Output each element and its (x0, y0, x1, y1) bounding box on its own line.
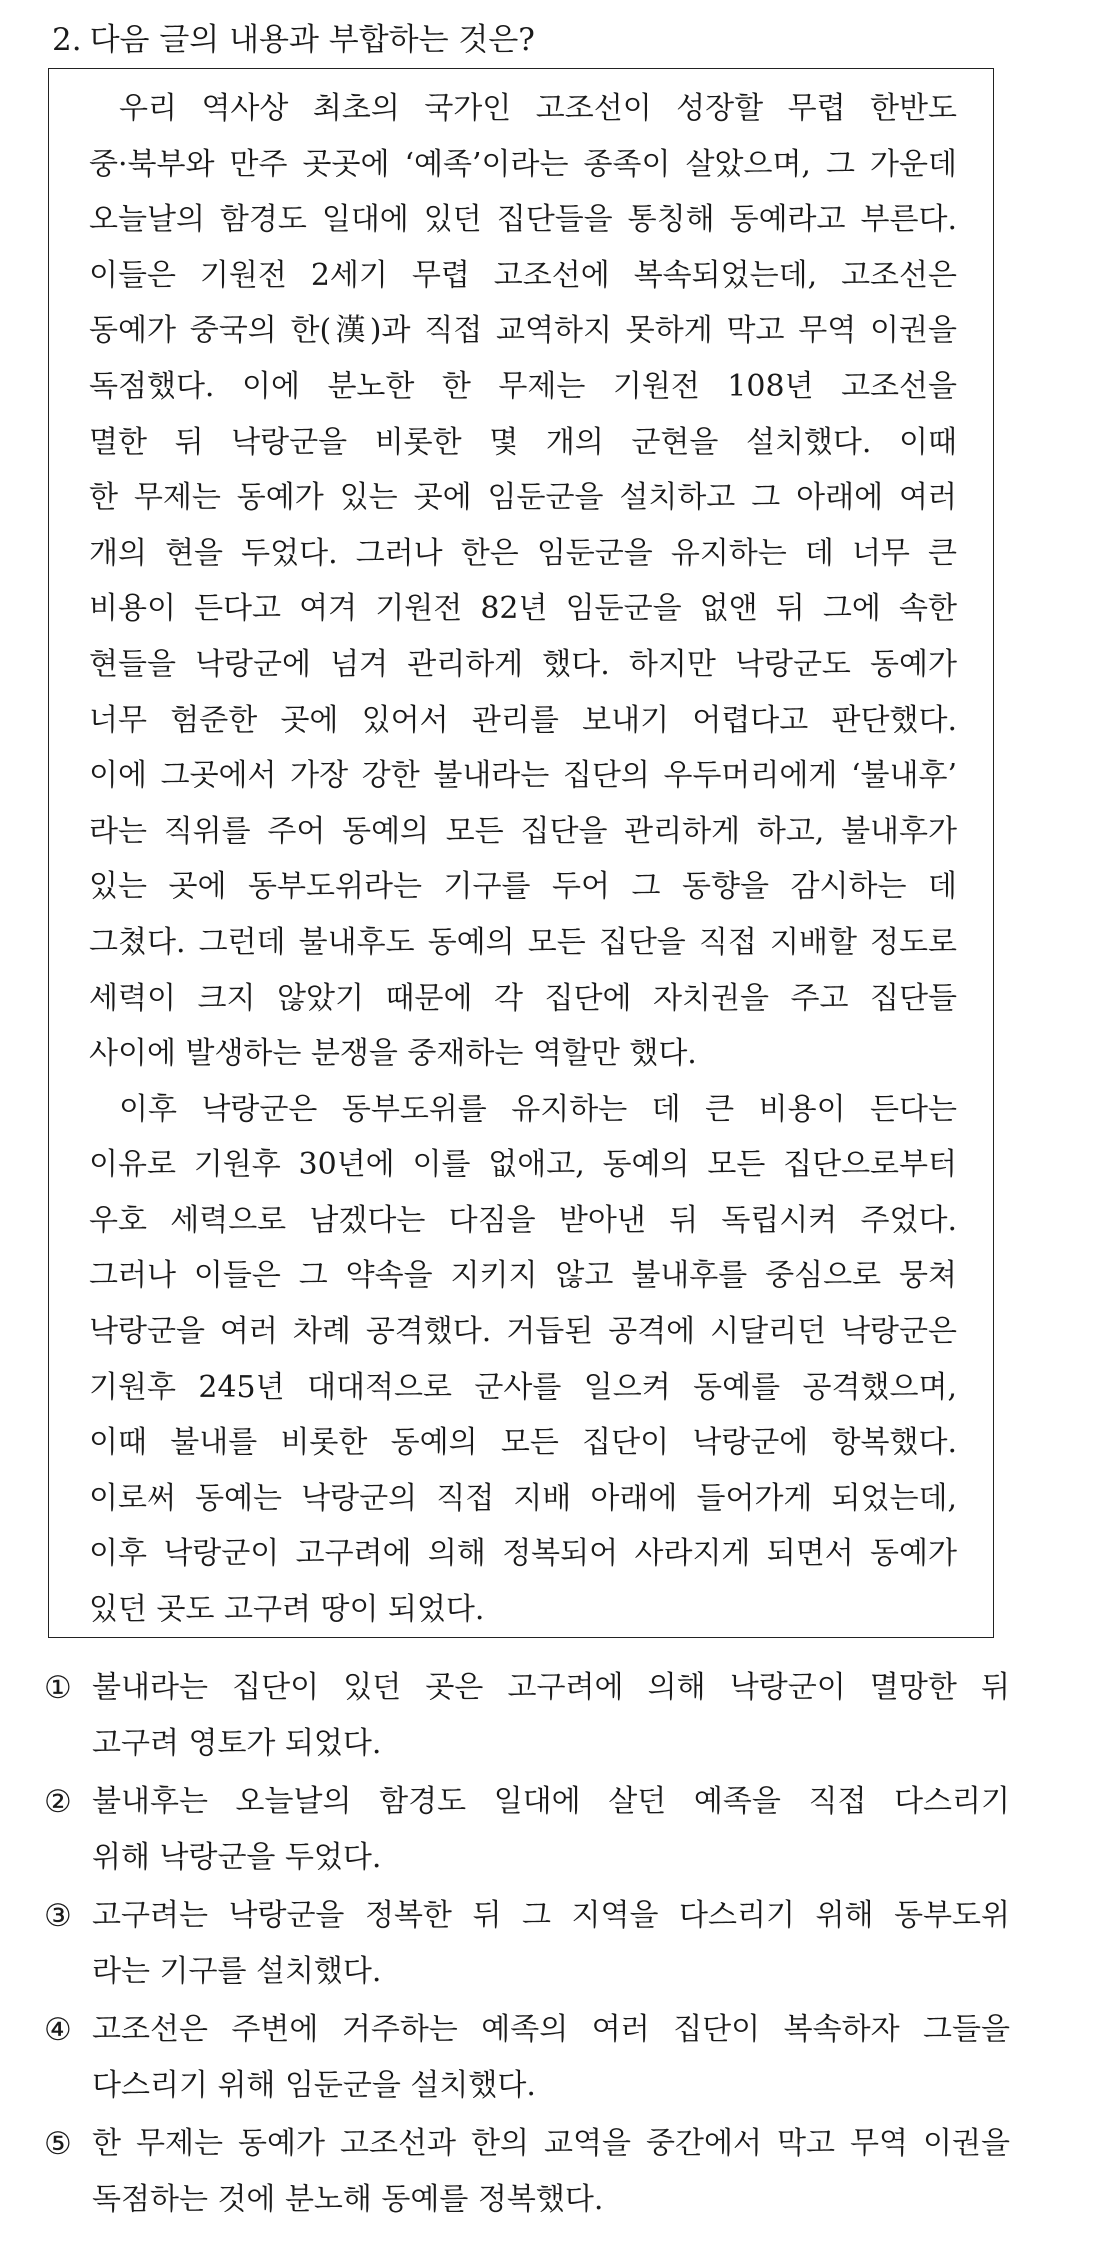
passage-line: 이후 낙랑군은 동부도위를 유지하는 데 큰 비용이 든다는 (119, 1091, 957, 1127)
passage-line: 그러나 이들은 그 약속을 지키지 않고 불내후를 중심으로 뭉쳐 (89, 1258, 957, 1294)
passage-line: 독점했다. 이에 분노한 한 무제는 기원전 108년 고조선을 (89, 368, 957, 404)
passage-line: 비용이 든다고 여겨 기원전 82년 임둔군을 없앤 뒤 그에 속한 (89, 591, 957, 627)
answer-choices (44, 1660, 1010, 2230)
choice-text (92, 1660, 1010, 1772)
passage-line: 현들을 낙랑군에 넘겨 관리하게 했다. 하지만 낙랑군도 동예가 (89, 646, 957, 682)
passage-line: 이로써 동예는 낙랑군의 직접 지배 아래에 들어가게 되었는데, (89, 1480, 957, 1516)
choice-marker: ② (44, 1784, 72, 1820)
passage-line: 있던 곳도 고구려 땅이 되었다. (89, 1592, 485, 1628)
choice-text (92, 1774, 1010, 1886)
passage-box (48, 68, 994, 1638)
choice-marker: ⑤ (44, 2126, 72, 2162)
passage-line: 너무 험준한 곳에 있어서 관리를 보내기 어렵다고 판단했다. (89, 702, 957, 738)
passage-line: 이에 그곳에서 가장 강한 불내라는 집단의 우두머리에게 ‘불내후’ (89, 758, 957, 794)
choice-line: 라는 기구를 설치했다. (92, 1954, 382, 1989)
choice-line: 고구려는 낙랑군을 정복한 뒤 그 지역을 다스리기 위해 동부도위 (92, 1898, 1010, 1933)
choice-line: 한 무제는 동예가 고조선과 한의 교역을 중간에서 막고 무역 이권을 (92, 2126, 1010, 2161)
passage-line: 우호 세력으로 남겠다는 다짐을 받아낸 뒤 독립시켜 주었다. (89, 1202, 957, 1238)
question-block (52, 14, 1062, 66)
choice-line: 고조선은 주변에 거주하는 예족의 여러 집단이 복속하자 그들을 (92, 2012, 1010, 2047)
passage-line: 있는 곳에 동부도위라는 기구를 두어 그 동향을 감시하는 데 (89, 869, 957, 905)
passage-line: 이때 불내를 비롯한 동예의 모든 집단이 낙랑군에 항복했다. (89, 1425, 957, 1461)
passage-line: 이들은 기원전 2세기 무렵 고조선에 복속되었는데, 고조선은 (89, 257, 957, 293)
question-number: 2. (52, 22, 82, 58)
passage-line: 세력이 크지 않았기 때문에 각 집단에 자치권을 주고 집단들 (89, 980, 957, 1016)
passage-line: 오늘날의 함경도 일대에 있던 집단들을 통칭해 동예라고 부른다. (89, 202, 957, 238)
passage-line: 한 무제는 동예가 있는 곳에 임둔군을 설치하고 그 아래에 여러 (89, 480, 957, 516)
choice-line: 불내라는 집단이 있던 곳은 고구려에 의해 낙랑군이 멸망한 뒤 (92, 1670, 1010, 1705)
choice-1[interactable] (44, 1660, 1010, 1772)
choice-2[interactable] (44, 1774, 1010, 1886)
choice-text (92, 1888, 1010, 2000)
passage-line: 라는 직위를 주어 동예의 모든 집단을 관리하게 하고, 불내후가 (89, 813, 957, 849)
choice-line: 다스리기 위해 임둔군을 설치했다. (92, 2068, 536, 2103)
passage-line: 중·북부와 만주 곳곳에 ‘예족’이라는 종족이 살았으며, 그 가운데 (89, 146, 957, 182)
question-title (52, 14, 1062, 66)
choice-marker: ③ (44, 1898, 72, 1934)
passage-line: 그쳤다. 그런데 불내후도 동예의 모든 집단을 직접 지배할 정도로 (89, 924, 957, 960)
choice-text (92, 2116, 1010, 2228)
choice-marker: ④ (44, 2012, 72, 2048)
passage-line: 멸한 뒤 낙랑군을 비롯한 몇 개의 군현을 설치했다. 이때 (89, 424, 957, 460)
choice-3[interactable] (44, 1888, 1010, 2000)
choice-line: 독점하는 것에 분노해 동예를 정복했다. (92, 2182, 604, 2217)
passage-line: 사이에 발생하는 분쟁을 중재하는 역할만 했다. (89, 1036, 697, 1072)
choice-line: 불내후는 오늘날의 함경도 일대에 살던 예족을 직접 다스리기 (92, 1784, 1010, 1819)
choice-5[interactable] (44, 2116, 1010, 2228)
passage-line: 우리 역사상 최초의 국가인 고조선이 성장할 무렵 한반도 (119, 91, 957, 126)
passage-line: 동예가 중국의 한(漢)과 직접 교역하지 못하게 막고 무역 이권을 (89, 313, 957, 349)
choice-text (92, 2002, 1010, 2114)
choice-line: 고구려 영토가 되었다. (92, 1726, 382, 1761)
passage-line: 이후 낙랑군이 고구려에 의해 정복되어 사라지게 되면서 동예가 (89, 1536, 957, 1572)
passage-line: 낙랑군을 여러 차례 공격했다. 거듭된 공격에 시달리던 낙랑군은 (89, 1314, 957, 1350)
question-prompt: 다음 글의 내용과 부합하는 것은? (89, 22, 535, 58)
choice-4[interactable] (44, 2002, 1010, 2114)
choice-line: 위해 낙랑군을 두었다. (92, 1840, 382, 1875)
passage-line: 개의 현을 두었다. 그러나 한은 임둔군을 유지하는 데 너무 큰 (89, 535, 957, 571)
choice-marker: ① (44, 1670, 72, 1706)
passage-line: 이유로 기원후 30년에 이를 없애고, 동예의 모든 집단으로부터 (89, 1147, 957, 1183)
passage-line: 기원후 245년 대대적으로 군사를 일으켜 동예를 공격했으며, (89, 1369, 957, 1405)
